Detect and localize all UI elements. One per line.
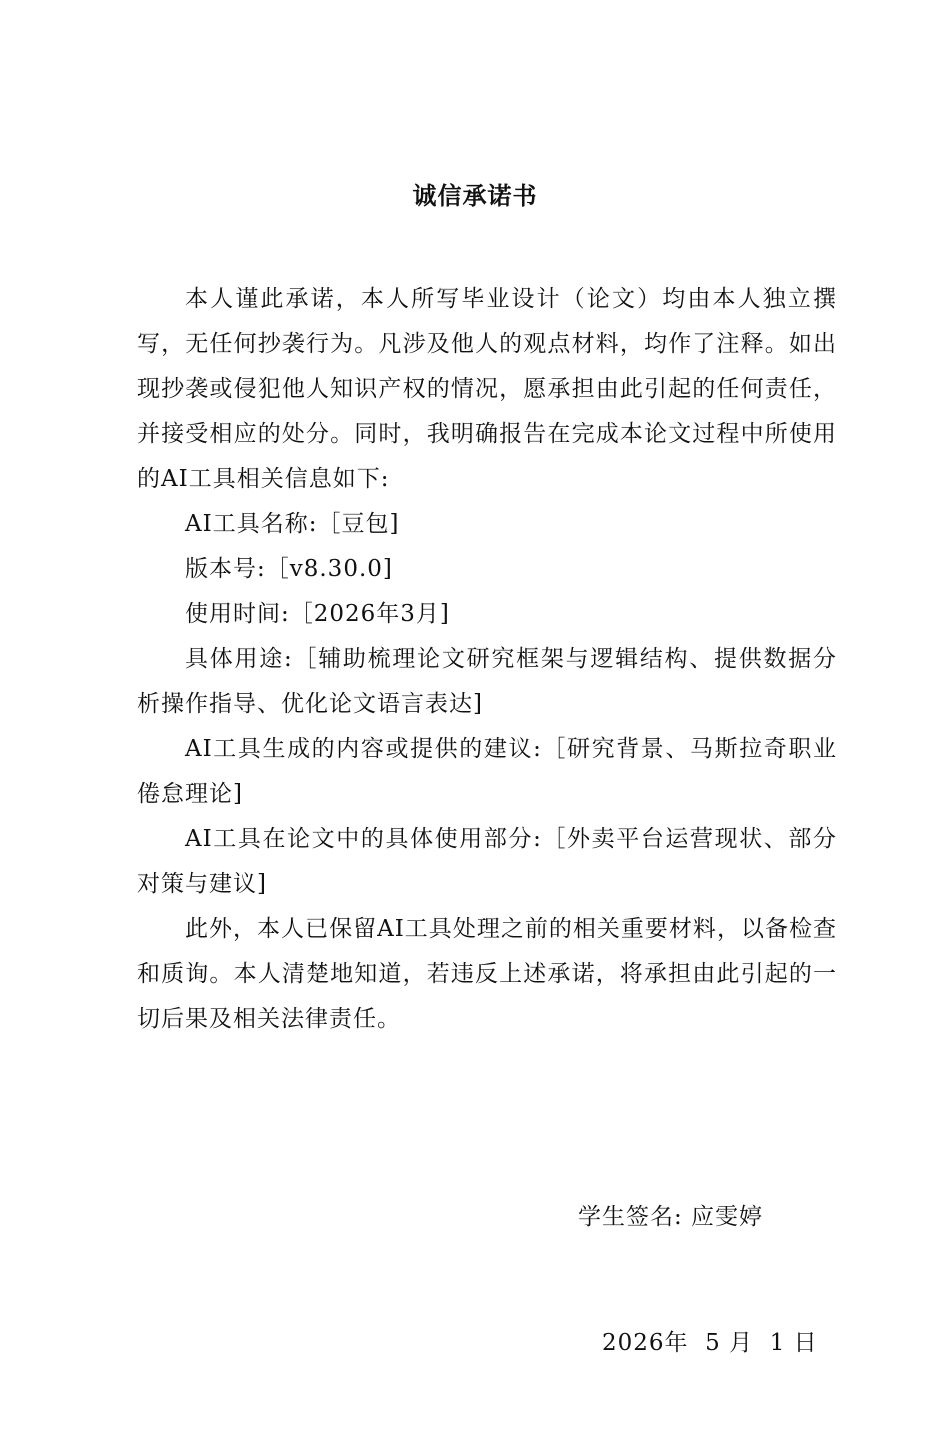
signature-block [578,1112,818,1448]
usage-time-line: 使用时间:［2026年3月] [185,601,450,627]
closing-paragraph: 此外，本人已保留AI工具处理之前的相关重要材料，以备检查和质询。本人清楚地知道，若违反上述承诺，将承担由此引起的一切后果及相关法律责任。 [137,916,837,1032]
declaration-body [137,277,837,1042]
version-line: 版本号:［v8.30.0] [185,556,393,582]
student-signature: 学生签名: 应雯婷 [578,1204,764,1230]
signature-date: 2026年 5 月 1 日 [602,1330,818,1356]
tool-name-line: AI工具名称:［豆包] [185,511,400,537]
purpose-paragraph: 具体用途:［辅助梳理论文研究框架与逻辑结构、提供数据分析操作指导、优化论文语言表达] [137,646,837,717]
page-title: 诚信承诺书 [412,182,538,210]
intro-paragraph: 本人谨此承诺，本人所写毕业设计（论文）均由本人独立撰写，无任何抄袭行为。凡涉及他人的观点材料，均作了注释。如出现抄袭或侵犯他人知识产权的情况，愿承担由此引起的任何责任，并接受相应的处分。同时，我明确报告在完成本论文过程中所使用的AI工具相关信息如下: [137,286,837,492]
usage-section-paragraph: AI工具在论文中的具体使用部分:［外卖平台运营现状、部分对策与建议] [137,826,837,897]
generated-content-paragraph: AI工具生成的内容或提供的建议:［研究背景、马斯拉奇职业倦怠理论] [137,736,837,807]
